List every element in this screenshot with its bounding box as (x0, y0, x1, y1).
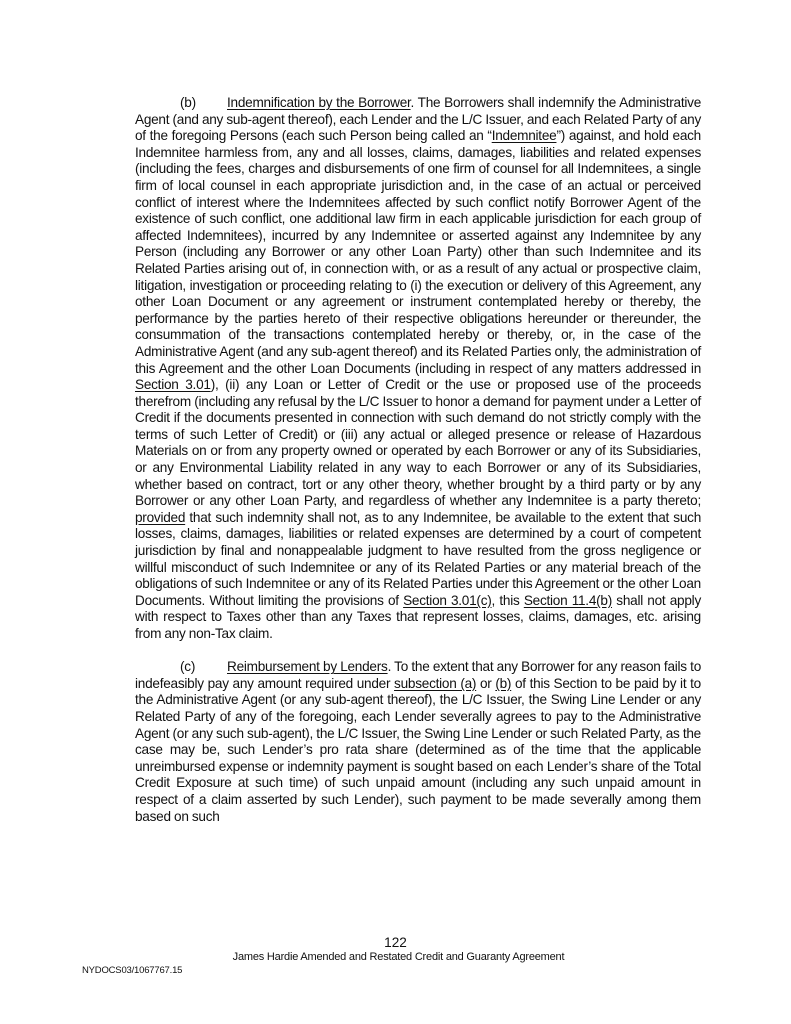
cross-reference-link: Section 3.01(c) (403, 592, 492, 608)
paragraph-c-reimbursement (135, 659, 701, 825)
proviso-term: provided (135, 509, 186, 525)
document-body (135, 95, 701, 825)
cross-reference-link: subsection (a) (394, 675, 477, 691)
paragraph-text: . The Borrowers shall indemnify the Administrative Agent (and any sub-agent thereof), each Lender and the L/C Issuer, and each Related Party of any of the foregoing Persons (each such Person being called an “ (135, 95, 702, 144)
paragraph-text: ”) against, and hold each Indemnitee harmless from, any and all losses, claims, damages, liabilities and related expenses (including the fees, charges and disbursements of one firm of counsel for all Indemnitees, a single firm of local counsel in each appropriate jurisdiction and, in the case of an actual or perceived conflict of interest where the Indemnitees affected by such conflict notify Borrower Agent of the existence of such conflict, one additional law firm in each applicable jurisdiction for each group of affected Indemnitees), incurred by any Indemnitee or asserted against any Indemnitee by any Person (including any Borrower or any other Loan Party) other than such Indemnitee and its Related Parties arising out of, in connection with, or as a result of any actual or prospective claim, litigation, investigation or proceeding relating to (i) the execution or delivery of this Agreement, any other Loan Document or any agreement or instrument contemplated hereby or thereby, the performance by the parties hereto of their respective obligations hereunder or thereunder, the consummation of the transactions contemplated hereby or thereby, or, in the case of the Administrative Agent (and any sub-agent thereof) and its Related Parties only, the administration of this Agreement and the other Loan Documents (including in respect of any matters addressed in (135, 128, 701, 376)
paragraph-b-indemnification (135, 95, 701, 643)
paragraph-text: . To the extent that any Borrower for any reason fails to indefeasibly pay any amount required under (135, 659, 701, 691)
section-heading: Reimbursement by Lenders (227, 659, 388, 675)
paragraph-text: or (476, 675, 496, 691)
paragraph-text: ), (ii) any Loan or Letter of Credit or the use or proposed use of the proceeds therefrom (including any refusal by the L/C Issuer to honor a demand for payment under a Letter of Credit if the documents presented in connection with such demand do not strictly comply with the terms of such Letter of Credit) or (iii) any actual or alleged presence or release of Hazardous Materials on or from any property owned or operated by each Borrower or any of its Subsidiaries, or any Environmental Liability related in any way to each Borrower or any of its Subsidiaries, whether based on contract, tort or any other theory, whether brought by a third party or by any Borrower or any other Loan Party, and regardless of whether any Indemnitee is a party thereto; (135, 377, 701, 509)
cross-reference-link: Section 3.01 (135, 377, 211, 393)
cross-reference-link: (b) (495, 675, 512, 691)
page-number: 122 (384, 935, 407, 950)
defined-term: Indemnitee (491, 128, 557, 144)
paragraph-text: , this (491, 592, 524, 608)
paragraph-text: of this Section to be paid by it to the Administrative Agent (or any sub-agent thereof), the L/C Issuer, the Swing Line Lender or any Related Party of any of the foregoing, each Lender severally agrees to pay to the Administrative Agent (or any such sub-agent), the L/C Issuer, the Swing Line Lender or such Related Party, as the case may be, such Lender’s pro rata share (determined as of the time that the applicable unreimbursed expense or indemnity payment is sought based on each Lender’s share of the Total Credit Exposure at such time) of such unpaid amount (including any such unpaid amount in respect of a claim asserted by such Lender), such payment to be made severally among them based on such (135, 675, 701, 824)
paragraph-label: (c) (180, 659, 196, 675)
footer-title: James Hardie Amended and Restated Credit and Guaranty Agreement (232, 951, 565, 963)
paragraph-text: shall not apply with respect to Taxes other than any Taxes that represent losses, claims, damages, etc. arising from any non-Tax claim. (135, 592, 701, 641)
paragraph-text: that such indemnity shall not, as to any Indemnitee, be available to the extent that such losses, claims, damages, liabilities or related expenses are determined by a court of competent jurisdiction by final and nonappealable judgment to have resulted from the gross negligence or willful misconduct of such Indemnitee or any of its Related Parties or any material breach of the obligations of such Indemnitee or any of its Related Parties under this Agreement or the other Loan Documents. Without limiting the provisions of (135, 509, 701, 608)
cross-reference-link: Section 11.4(b) (523, 592, 613, 608)
paragraph-label: (b) (180, 95, 196, 110)
section-heading: Indemnification by the Borrower (227, 95, 411, 110)
document-id: NYDOCS03/1067767.15 (82, 965, 183, 976)
